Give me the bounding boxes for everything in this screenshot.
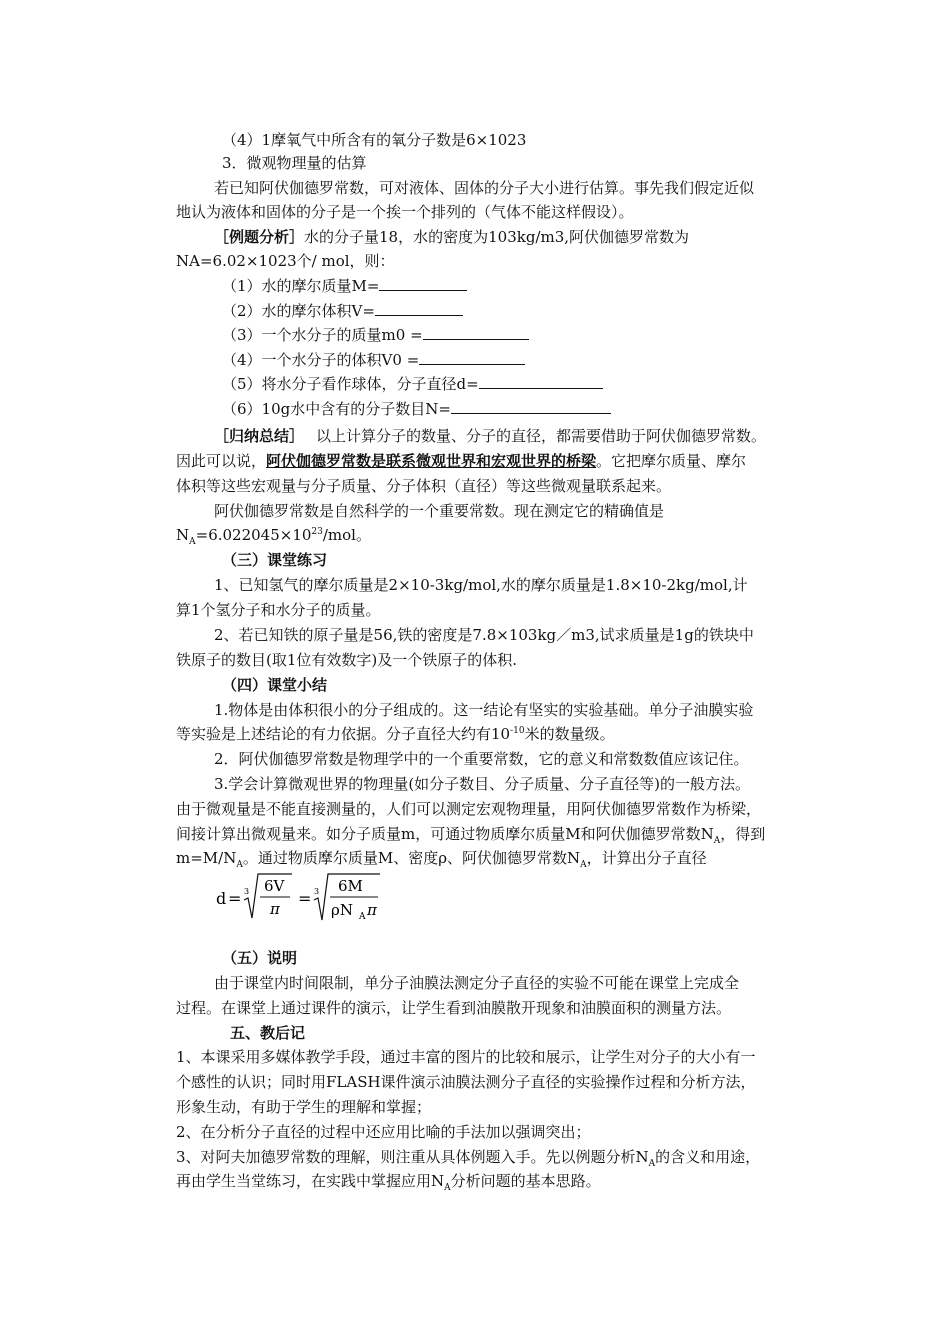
question-line <box>222 275 467 297</box>
summary-text: 因此可以说， <box>176 452 267 470</box>
formula-equals: = <box>298 889 312 908</box>
reflection-1: 1、本课采用多媒体教学手段，通过丰富的图片的比较和展示，让学生对分子的大小有一 <box>176 1048 756 1066</box>
denominator-2-subscript: A <box>359 912 366 922</box>
numerator-1: 6V <box>264 877 285 895</box>
summary-item-3-cont <box>176 847 707 869</box>
reflection-1-cont: 个感性的认识；同时用FLASH课件演示油膜法测分子直径的实验操作过程和分析方法， <box>176 1073 756 1091</box>
note-line: 由于课堂内时间限制，单分子油膜法测定分子直径的实验不可能在课堂上完成全 <box>214 974 740 992</box>
example-analysis-label: ［例题分析］ <box>214 228 305 246</box>
section-heading-reflection: 五、教后记 <box>230 1024 306 1042</box>
question-1: （1）水的摩尔质量M= <box>222 277 380 295</box>
formula-equals: = <box>228 889 242 908</box>
text: 等实验是上述结论的有力依据。分子直径大约有10 <box>176 725 511 743</box>
question-4: （4）一个水分子的体积V0 = <box>222 351 420 369</box>
paragraph-line: 若已知阿伏伽德罗常数，可对液体、固体的分子大小进行估算。事先我们假定近似 <box>214 179 755 197</box>
text: 3、对阿夫加德罗常数的理解，则注重从具体例题入手。先以例题分析N <box>176 1148 649 1166</box>
subscript: A <box>648 1159 656 1169</box>
paragraph-line: 地认为液体和固体的分子是一个挨一个排列的（气体不能这样假设）。 <box>176 203 634 221</box>
text: /mol。 <box>322 526 371 544</box>
subscript: A <box>713 836 721 846</box>
superscript: -10 <box>510 726 525 736</box>
answer-blank <box>375 301 463 316</box>
section-heading-practice: （三）课堂练习 <box>222 551 328 569</box>
answer-blank <box>451 399 611 414</box>
superscript: 23 <box>311 527 323 537</box>
answer-blank <box>423 325 529 340</box>
text: ，计算出分子直径 <box>586 849 707 867</box>
text: 分析问题的基本思路。 <box>450 1172 601 1190</box>
reflection-1-cont: 形象生动，有助于学生的理解和掌握； <box>176 1098 432 1116</box>
summary-text: 以上计算分子的数量、分子的直径，都需要借助于阿伏伽德罗常数。 <box>316 427 767 445</box>
text: 米的数量级。 <box>524 725 615 743</box>
answer-blank <box>479 374 603 389</box>
exercise-1-cont: 算1个氢分子和水分子的质量。 <box>176 601 381 619</box>
question-line <box>222 398 611 420</box>
reflection-2: 2、在分析分子直径的过程中还应用比喻的手法加以强调突出； <box>176 1123 591 1141</box>
denominator-2-tail: π <box>367 901 377 919</box>
note-line: 过程。在课堂上通过课件的演示，让学生看到油膜散开现象和油膜面积的测量方法。 <box>176 999 732 1017</box>
summary-line <box>176 450 746 472</box>
answer-blank <box>419 350 525 365</box>
answer-blank <box>379 276 467 291</box>
question-line <box>222 373 603 395</box>
question-3: （3）一个水分子的质量m0 = <box>222 326 423 344</box>
section-heading-summary: （四）课堂小结 <box>222 676 328 694</box>
question-2: （2）水的摩尔体积V= <box>222 302 375 320</box>
section-heading-notes: （五）说明 <box>222 949 298 967</box>
subscript: A <box>444 1183 451 1193</box>
subscript: A <box>189 537 196 547</box>
exercise-1: 1、已知氢气的摩尔质量是2×10-3kg/mol,水的摩尔质量是1.8×10-2kg/mol,计 <box>214 576 748 594</box>
question-line <box>222 349 525 371</box>
item-4-oxygen: （4）1摩氧气中所含有的氧分子数是6×1023 <box>222 131 527 149</box>
paragraph-line: 体积等这些宏观量与分子质量、分子体积（直径）等这些微观量联系起来。 <box>176 477 672 495</box>
text: =6.022045×10 <box>195 526 312 544</box>
summary-item-3-cont <box>176 823 765 845</box>
root-index: 3 <box>244 887 250 896</box>
formula-lhs: d <box>216 889 227 908</box>
paragraph-line: 阿伏伽德罗常数是自然科学的一个重要常数。现在测定它的精确值是 <box>214 502 665 520</box>
example-text: 水的分子量18，水的密度为103kg/m3,阿伏伽德罗常数为 <box>304 228 690 246</box>
summary-line <box>214 425 766 447</box>
exercise-2-cont: 铁原子的数目(取1位有效数字)及一个铁原子的体积. <box>176 651 518 669</box>
diameter-formula <box>214 868 384 928</box>
text: 间接计算出微观量来。如分子质量m，可通过物质摩尔质量M和阿伏伽德罗常数N <box>176 825 714 843</box>
summary-item-1-cont <box>176 723 615 745</box>
summary-label: ［归纳总结］ <box>214 427 305 445</box>
exercise-2: 2、若已知铁的原子量是56,铁的密度是7.8×103kg／m3,试求质量是1g的铁块中 <box>214 626 754 644</box>
summary-item-2: 2．阿伏伽德罗常数是物理学中的一个重要常数，它的意义和常数数值应该记住。 <box>214 750 749 768</box>
denominator-2: ρN <box>331 901 353 919</box>
section-3-heading: 3．微观物理量的估算 <box>222 154 367 172</box>
summary-item-1: 1.物体是由体积很小的分子组成的。这一结论有坚实的实验基础。单分子油膜实验 <box>214 701 754 719</box>
question-line <box>222 300 463 322</box>
avogadro-value-line <box>176 524 371 546</box>
text: 再由学生当堂练习，在实践中掌握应用N <box>176 1172 445 1190</box>
question-line <box>222 324 529 346</box>
reflection-3-cont <box>176 1170 601 1192</box>
summary-text: 。它把摩尔质量、摩尔 <box>596 452 747 470</box>
numerator-2: 6M <box>338 877 363 895</box>
text: ，得到 <box>720 825 766 843</box>
question-6: （6）10g水中含有的分子数目N= <box>222 400 451 418</box>
text: 。通过物质摩尔质量M、密度ρ、阿伏伽德罗常数N <box>242 849 581 867</box>
key-conclusion: 阿伏伽德罗常数是联系微观世界和宏观世界的桥梁 <box>266 452 597 470</box>
text: N <box>176 526 190 544</box>
paragraph-line: NA=6.02×1023个/ mol，则： <box>176 252 395 270</box>
text: m=M/N <box>176 849 237 867</box>
subscript: A <box>236 860 243 870</box>
example-analysis-line <box>214 226 689 248</box>
subscript: A <box>580 860 587 870</box>
root-index: 3 <box>314 887 320 896</box>
summary-item-3: 3.学会计算微观世界的物理量(如分子数目、分子质量、分子直径等)的一般方法。 <box>214 775 751 793</box>
text: 的含义和用途， <box>655 1148 761 1166</box>
reflection-3 <box>176 1146 760 1168</box>
denominator-1: π <box>270 900 280 918</box>
question-5: （5）将水分子看作球体，分子直径d= <box>222 375 479 393</box>
summary-item-3-cont: 由于微观量是不能直接测量的，人们可以测定宏观物理量，用阿伏伽德罗常数作为桥梁， <box>176 800 762 818</box>
